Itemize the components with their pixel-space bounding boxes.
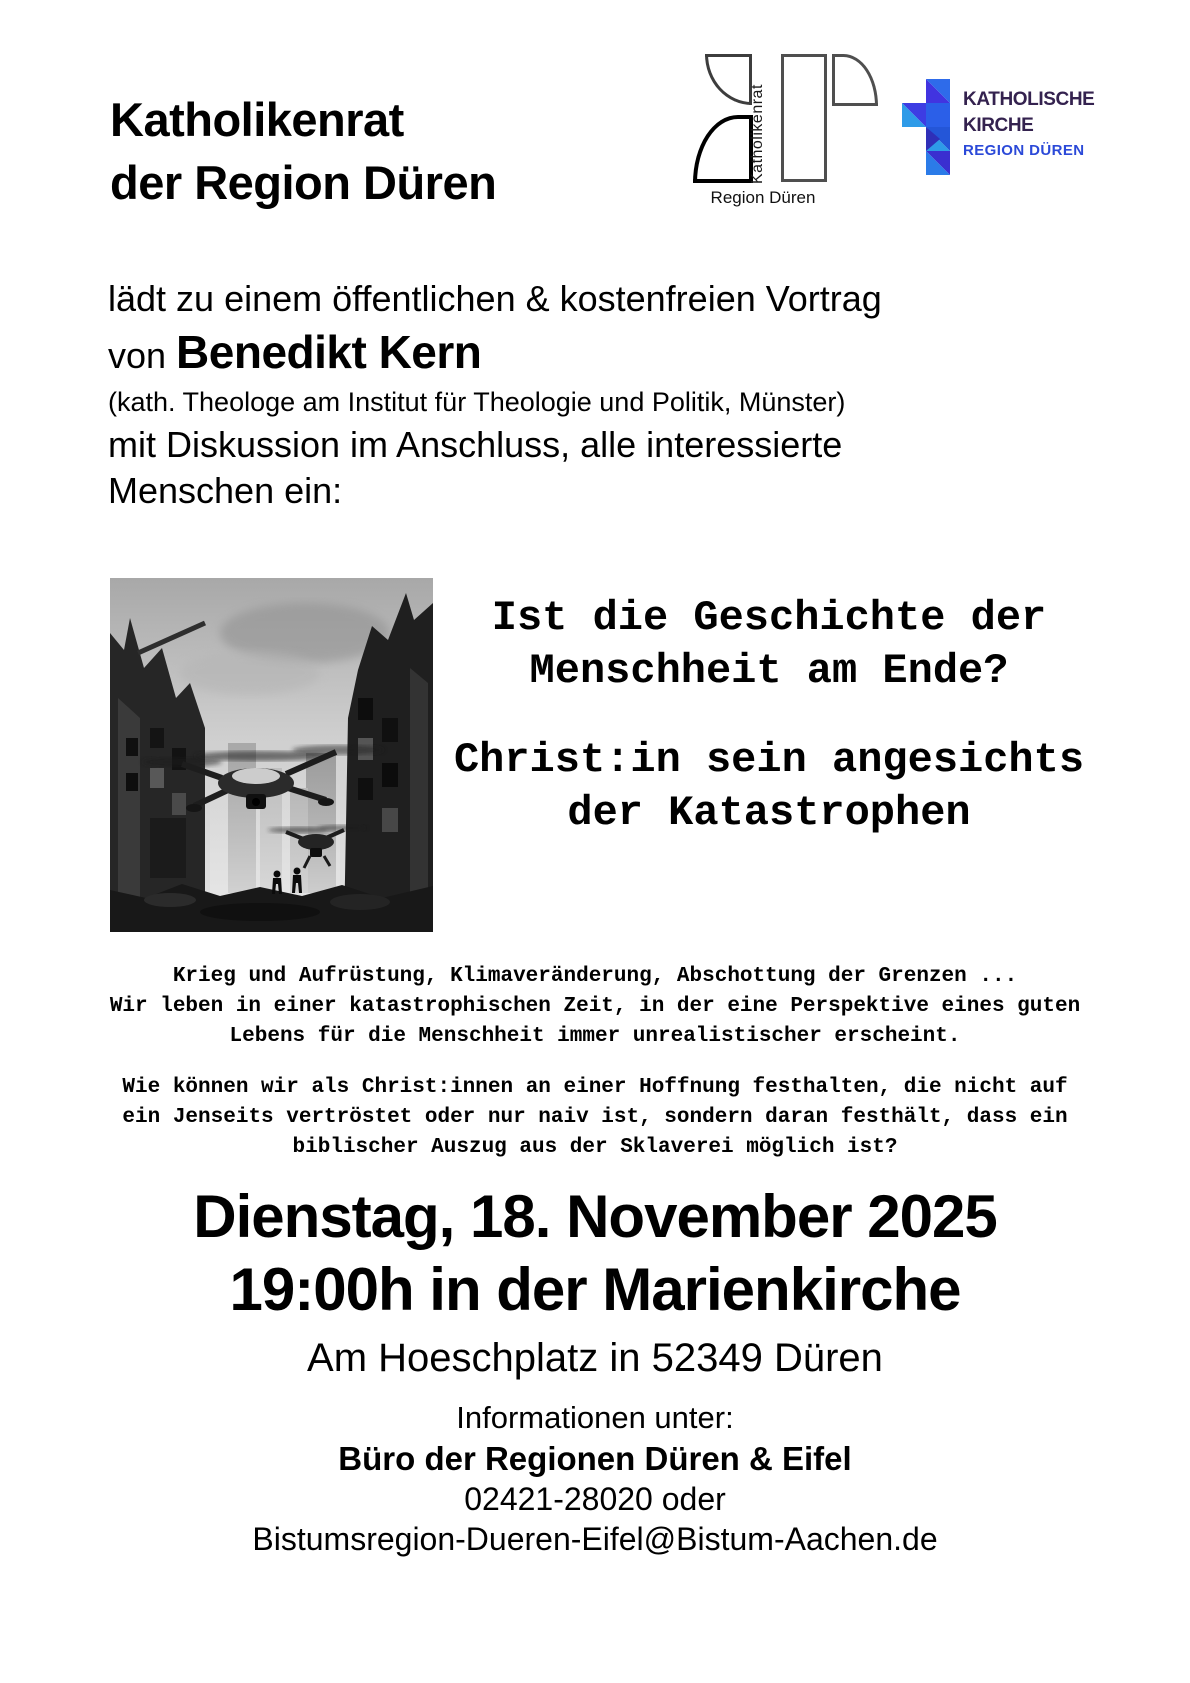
faceted-cross-icon [902,78,950,176]
org-title-line1: Katholikenrat [110,93,404,146]
event-time-place: 19:00h in der Marienkirche [229,1256,961,1323]
headline-q2-line2: der Katastrophen [567,789,971,837]
headline-q1-line2: Menschheit am Ende? [529,647,1009,695]
desc-p1-line2: Wir leben in einer katastrophischen Zeit, in der eine Perspektive eines guten [109,995,1081,1018]
intro-line1: lädt zu einem öffentlichen & kostenfreien Vortrag [108,278,882,319]
kk-logo-line1: KATHOLISCHE [963,89,1095,110]
kk-logo-line2: KIRCHE [963,115,1034,136]
speaker-description: (kath. Theologe am Institut für Theologie und Politik, Münster) [108,387,846,417]
contact-office: Büro der Regionen Düren & Eifel [338,1440,852,1477]
von-prefix: von [108,335,177,376]
event-details [95,1180,1095,1382]
desc-p2-line2: ein Jenseits vertröstet oder nur naiv ist, sondern daran festhält, dass ein [122,1106,1068,1129]
kr-logo-caption: Region Düren [710,188,816,207]
event-address: Am Hoeschplatz in 52349 Düren [307,1336,883,1380]
description-paragraph1 [50,962,1140,1052]
contact-info-label: Informationen unter: [456,1400,734,1435]
desc-p1-line3: Lebens für die Menschheit immer unrealistischer erscheint. [229,1025,961,1048]
kr-logo-vertical-text: Katholikenrat [749,84,766,184]
katholische-kirche-logo [900,75,1120,185]
headline-question2 [445,734,1093,840]
contact-block [95,1398,1095,1559]
invitation-text [108,276,1108,514]
drones-ruined-city-photo [110,578,433,932]
headline-q2-line1: Christ:in sein angesichts [453,736,1085,784]
headline-q1-line1: Ist die Geschichte der [491,594,1047,642]
org-title-line2: der Region Düren [110,156,497,209]
desc-p2-line1: Wie können wir als Christ:innen an einer Hoffnung festhalten, die nicht auf [122,1076,1068,1099]
speaker-name: Benedikt Kern [176,326,482,378]
event-date: Dienstag, 18. November 2025 [193,1183,997,1250]
logo-rectangle-icon [781,54,827,182]
intro-line2: mit Diskussion im Anschluss, alle interessierte [108,424,843,465]
logo-quarter-bottom-left-icon [693,115,753,183]
katholikenrat-logo [648,50,888,220]
desc-p2-line3: biblischer Auszug aus der Sklaverei möglich ist? [292,1136,898,1159]
kk-logo-text [963,87,1094,159]
contact-email: Bistumsregion-Dueren-Eifel@Bistum-Aachen.de [252,1521,938,1557]
org-title [110,88,496,214]
headline-question1 [445,592,1093,698]
kk-logo-line3: REGION DÜREN [963,142,1085,159]
intro-line3: Menschen ein: [108,470,343,511]
speaker-line [108,325,1108,382]
description-paragraph2 [50,1073,1140,1163]
contact-phone: 02421-28020 oder [464,1481,726,1517]
description-block [50,962,1140,1163]
logo-quarter-top-left-icon [705,54,752,105]
desc-p1-line1: Krieg und Aufrüstung, Klimaveränderung, Abschottung der Grenzen ... [172,965,1018,988]
logo-quarter-right-icon [832,54,878,106]
